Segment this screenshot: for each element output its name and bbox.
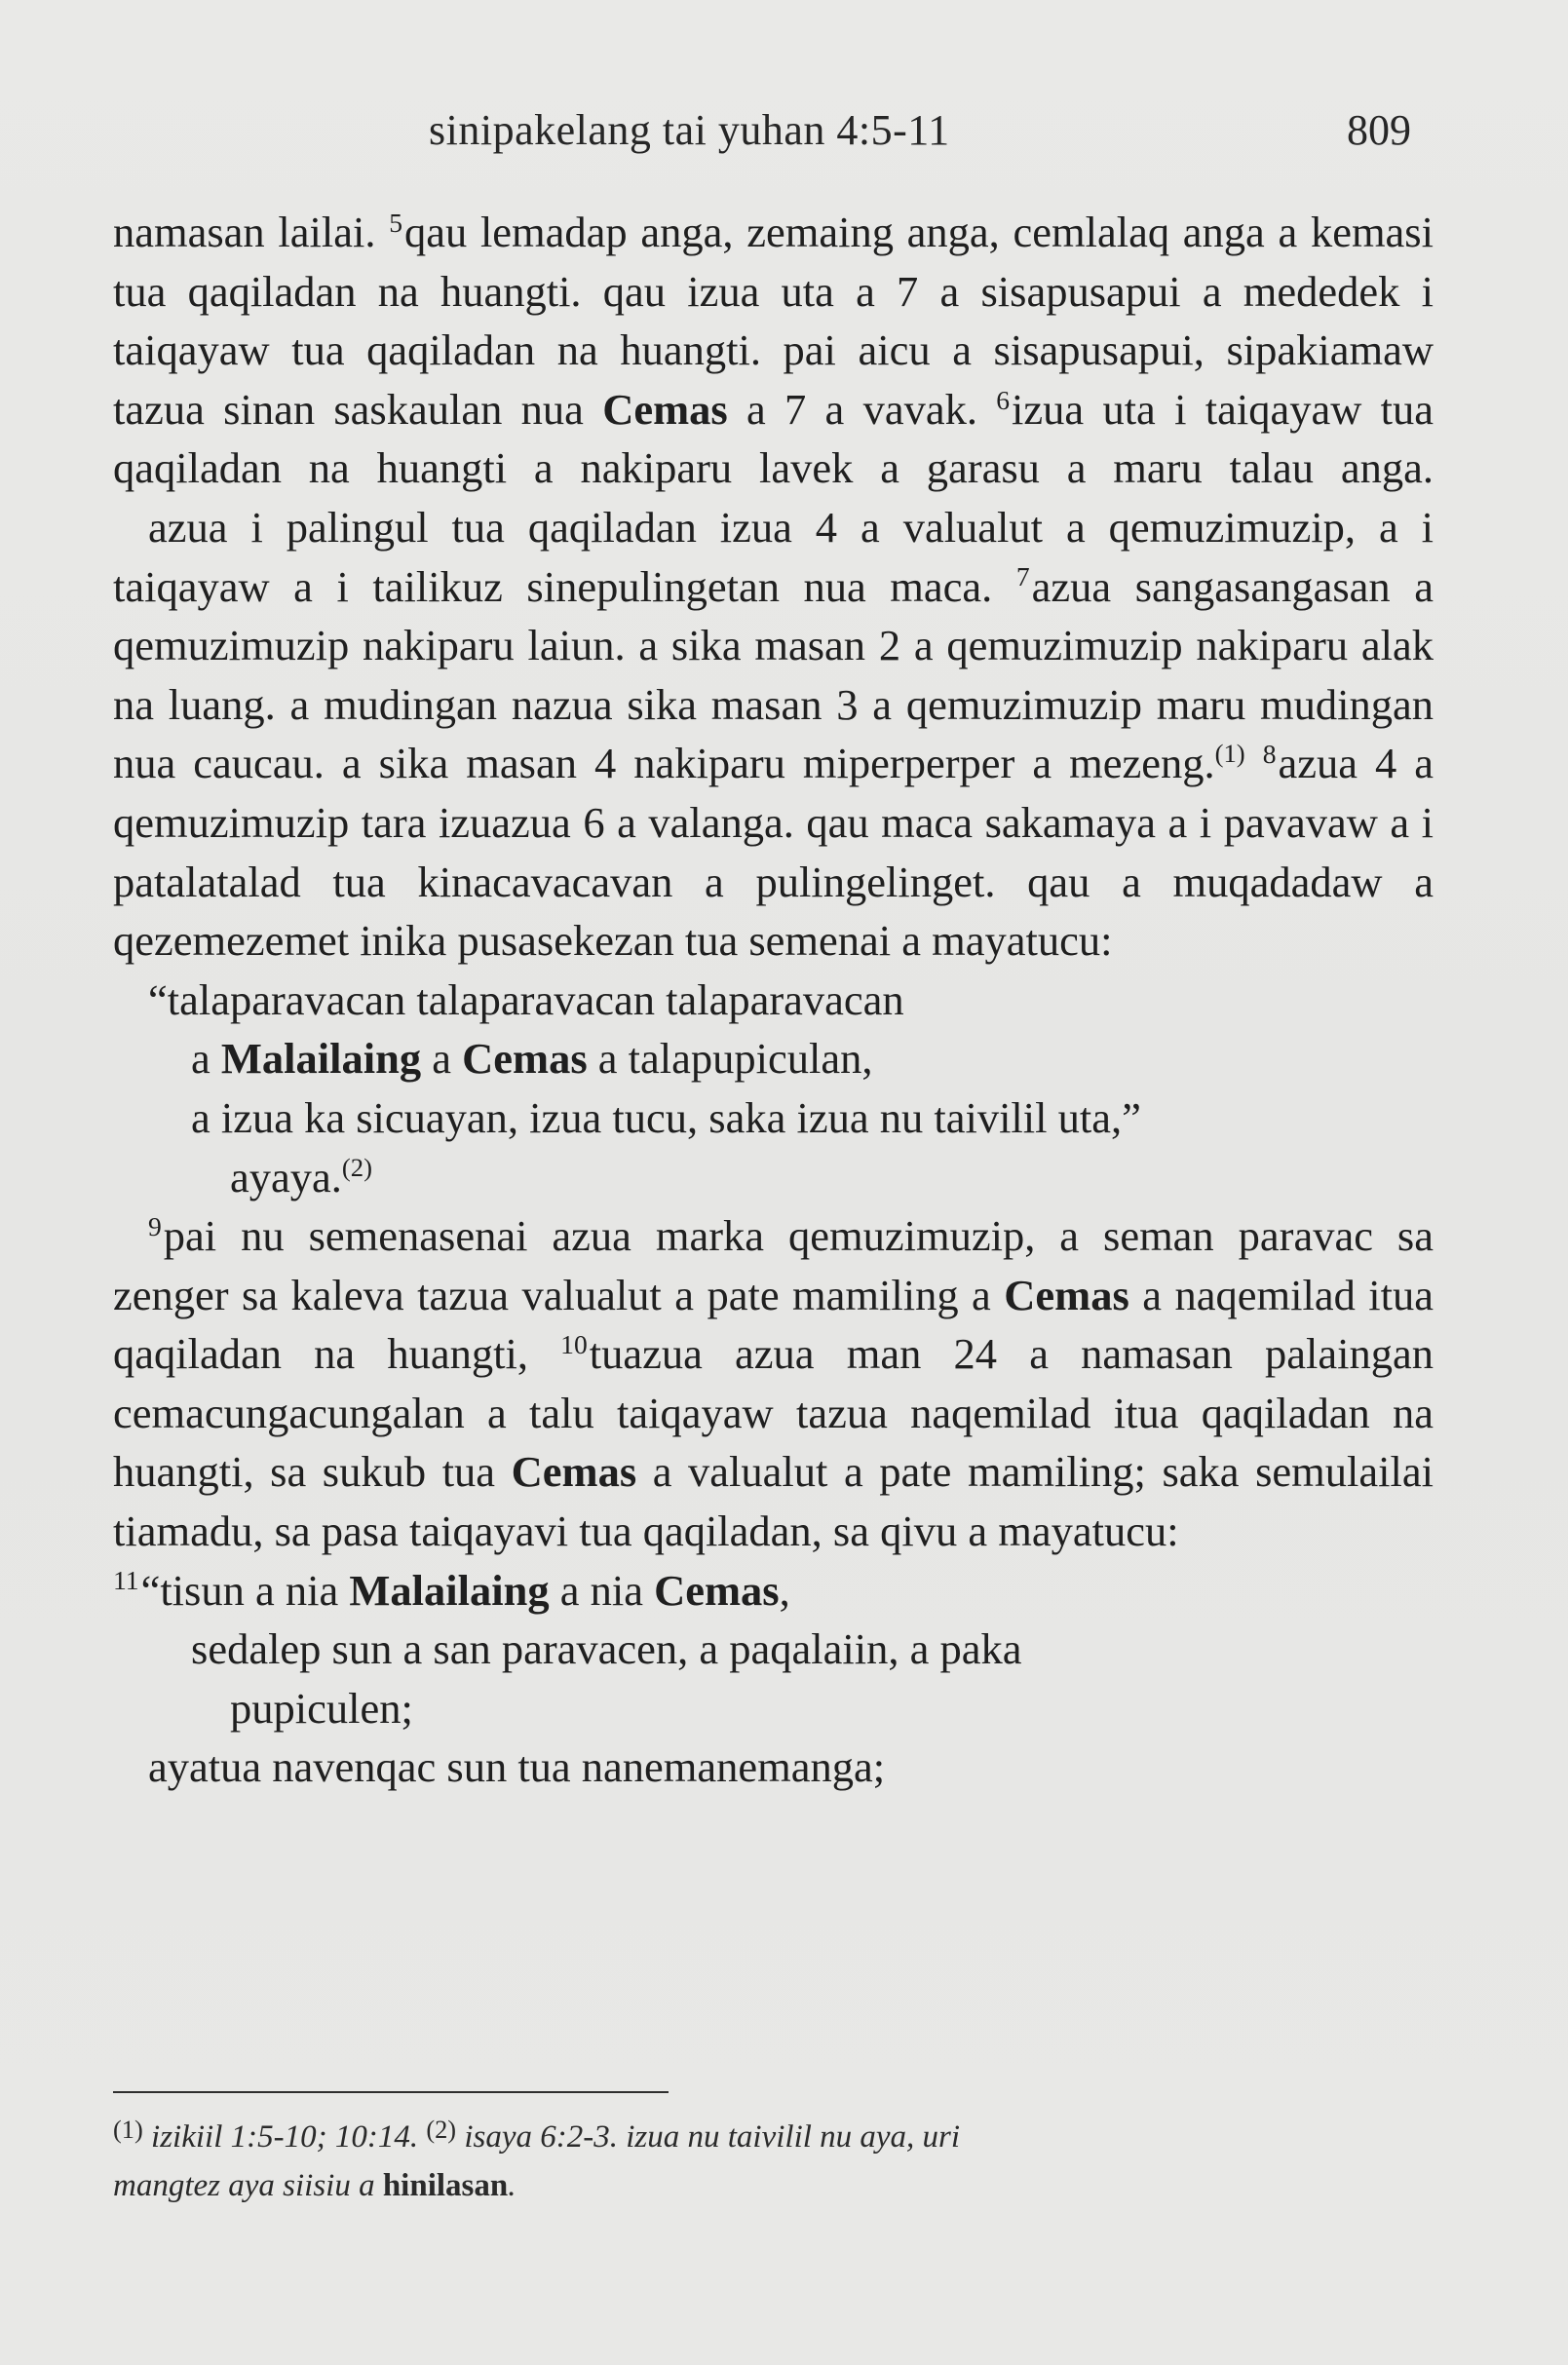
verse-number: 9 — [148, 1210, 162, 1241]
paragraph — [113, 498, 1434, 971]
bold-term: Cemas — [511, 1447, 637, 1497]
text-run: , — [779, 1565, 790, 1615]
verse-number: 5 — [389, 207, 402, 238]
text-run: pupiculen; — [230, 1683, 413, 1733]
text-run: azua sangasangasan a qemuzimuzip nakiparu laiun. a sika masan 2 a qemuzimuzip nakiparu alak na luang. a mudingan nazua sika masan 3 a qemuzimuzip maru mudingan nua caucau. a sika masan 4 nakiparu miperperper a mezeng. — [113, 561, 1434, 788]
verse-number: 6 — [996, 384, 1011, 415]
bold-term: Cemas — [654, 1565, 780, 1615]
paragraph — [113, 1206, 1434, 1561]
text-run: a 7 a vavak. — [727, 384, 997, 434]
footnote-reference: (1) — [1214, 739, 1245, 769]
poem-line — [113, 1620, 1434, 1679]
poem-line — [113, 1679, 1434, 1738]
bold-term: Malailaing — [220, 1034, 422, 1084]
text-run: a valualut a pate mamiling; saka semulailai tiamadu, sa pasa taiqayavi tua qaqiladan, sa qivu a mayatucu: — [113, 1447, 1434, 1556]
text-run: “tisun a nia — [140, 1565, 350, 1615]
verse-number: 7 — [1015, 561, 1030, 592]
poetic-passage — [113, 1561, 1434, 1797]
footnote-line — [113, 2161, 1434, 2210]
footnote-number: (1) — [113, 2115, 143, 2144]
text-run: namasan lailai. — [113, 208, 390, 256]
text-run: ayatua navenqac sun tua nanemanemanga; — [148, 1742, 886, 1792]
footnote-line — [113, 2105, 1434, 2161]
text-run: isaya 6:2-3. izua nu taivilil nu aya, uri — [456, 2119, 961, 2155]
scripture-text — [113, 203, 1434, 1797]
text-run — [1245, 739, 1263, 787]
text-run: a nia — [549, 1565, 655, 1615]
poem-line — [113, 1561, 1434, 1621]
poem-line — [113, 1737, 1434, 1797]
text-run: mangtez aya siisiu a — [113, 2168, 383, 2204]
text-run: izikiil 1:5-10; 10:14. — [142, 2119, 427, 2155]
text-run: izua uta i taiqayaw tua qaqiladan na huangti a nakiparu lavek a garasu a maru talau anga. — [113, 384, 1434, 493]
paragraph — [113, 203, 1434, 498]
poem-line — [113, 971, 1434, 1030]
bold-term: Cemas — [602, 384, 728, 434]
text-run: qau lemadap anga, zemaing anga, cemlalaq anga a kemasi tua qaqiladan na huangti. qau izua uta a 7 a sisapusapui a mededek i taiqayaw tua qaqiladan na huangti. pai aicu a sisapusapui, sipakiamaw tazua sinan saskaulan nua — [113, 208, 1434, 434]
bold-term: Malailaing — [349, 1565, 550, 1615]
text-run: a naqemilad itua qaqiladan na huangti, — [113, 1270, 1434, 1379]
text-run: azua i palingul tua qaqiladan izua 4 a valualut a qemuzimuzip, a i taiqayaw a i tailikuz sinepulingetan nua maca. — [113, 502, 1434, 611]
text-run: azua 4 a qemuzimuzip tara izuazua 6 a valanga. qau maca sakamaya a i pavavaw a i patalatalad tua kinacavacavan a pulingelinget. qau a muqadadaw a qezemezemet inika pusasekezan tua semenai a mayatucu: — [113, 739, 1434, 966]
text-run: “talaparavacan talaparavacan talaparavacan — [148, 974, 904, 1024]
text-run: pai nu semenasenai azua marka qemuzimuzip, a seman paravac sa zenger sa kaleva tazua valualut a pate mamiling a — [113, 1211, 1434, 1319]
poetic-passage — [113, 971, 1434, 1206]
text-run: a — [421, 1034, 463, 1084]
footnote-divider — [113, 2091, 669, 2093]
bold-term: Cemas — [1004, 1270, 1129, 1319]
verse-number: 11 — [113, 1565, 139, 1596]
bold-term: Cemas — [462, 1034, 588, 1084]
text-run: a talapupiculan, — [587, 1034, 873, 1084]
text-run: ayaya. — [230, 1152, 342, 1202]
poem-line — [113, 1029, 1434, 1088]
footnote-reference: (2) — [341, 1152, 373, 1182]
poem-line — [113, 1148, 1434, 1207]
poem-line — [113, 1088, 1434, 1148]
verse-number: 10 — [560, 1329, 588, 1360]
running-title: sinipakelang tai yuhan 4:5-11 — [429, 106, 950, 154]
footnotes — [113, 2105, 1434, 2210]
text-run: a izua ka sicuayan, izua tucu, saka izua nu taivilil uta,” — [191, 1092, 1141, 1142]
footnote-number: (2) — [426, 2115, 457, 2144]
text-run: . — [508, 2168, 516, 2204]
text-run: a — [191, 1034, 221, 1084]
text-run: sedalep sun a san paravacen, a paqalaiin, a paka — [191, 1624, 1022, 1674]
page-number: 809 — [1347, 106, 1411, 154]
verse-number: 8 — [1262, 739, 1277, 770]
text-run: tuazua azua man 24 a namasan palaingan cemacungacungalan a talu taiqayaw tazua naqemilad itua qaqiladan na huangti, sa sukub tua — [113, 1329, 1434, 1497]
bold-term: hinilasan — [382, 2168, 509, 2204]
